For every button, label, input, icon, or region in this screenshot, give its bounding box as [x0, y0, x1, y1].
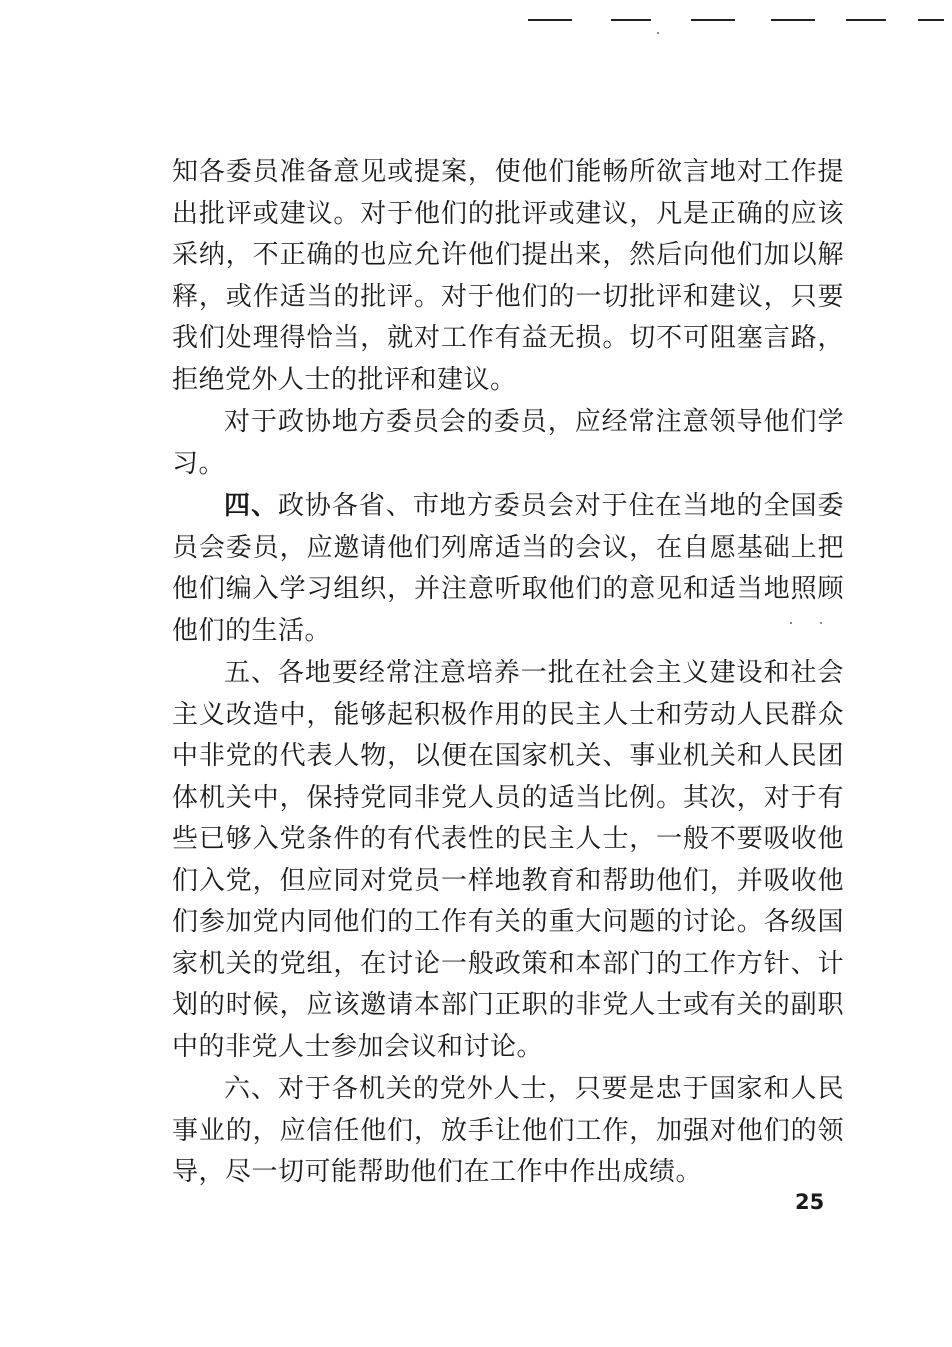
scan-speck	[790, 622, 792, 624]
page-number: 25	[795, 1190, 825, 1214]
paragraph-2-text: 对于政协地方委员会的委员，应经常注意领导他们学习。	[172, 407, 844, 479]
paragraph-1-text: 知各委员准备意见或提案，使他们能畅所欲言地对工作提出批评或建议。对于他们的批评或建议，凡是正确的应该采纳，不正确的也应允许他们提出来，然后向他们加以解释，或作适当的批评。对于他们的一切批评和建议，只要我们处理得恰当，就对工作有益无损。切不可阻塞言路，拒绝党外人士的批评和建议。	[172, 157, 844, 395]
paragraph-5	[172, 1069, 844, 1194]
header-rule-3	[691, 19, 735, 21]
body-text	[172, 152, 844, 1194]
paragraph-1	[172, 152, 844, 401]
scan-speck	[820, 622, 822, 624]
paragraph-3-text: 政协各省、市地方委员会对于住在当地的全国委员会委员，应邀请他们列席适当的会议，在自愿基础上把他们编入学习组织，并注意听取他们的意见和适当地照顾他们的生活。	[172, 491, 844, 646]
header-rule-6	[918, 19, 944, 21]
paragraph-4-text: 五、各地要经常注意培养一批在社会主义建设和社会主义改造中，能够起积极作用的民主人士和劳动人民群众中非党的代表人物，以便在国家机关、事业机关和人民团体机关中，保持党同非党人员的适当比例。其次，对于有些已够入党条件的有代表性的民主人士，一般不要吸收他们入党，但应同对党员一样地教育和帮助他们，并吸收他们参加党内同他们的工作有关的重大问题的讨论。各级国家机关的党组，在讨论一般政策和本部门的工作方针、计划的时候，应该邀请本部门正职的非党人士或有关的副职中的非党人士参加会议和讨论。	[172, 658, 844, 1062]
paragraph-5-text: 六、对于各机关的党外人士，只要是忠于国家和人民事业的，应信任他们，放手让他们工作，加强对他们的领导，尽一切可能帮助他们在工作中作出成绩。	[172, 1074, 844, 1187]
header-rule-1	[528, 19, 572, 21]
header-rule-5	[846, 19, 886, 21]
header-rule-4	[771, 19, 815, 21]
paragraph-3	[172, 486, 844, 652]
paragraph-4	[172, 653, 844, 1068]
header-rule-2	[611, 19, 651, 21]
paragraph-2	[172, 402, 844, 485]
scan-speck	[657, 32, 659, 34]
paragraph-3-lead: 四、	[224, 491, 278, 521]
